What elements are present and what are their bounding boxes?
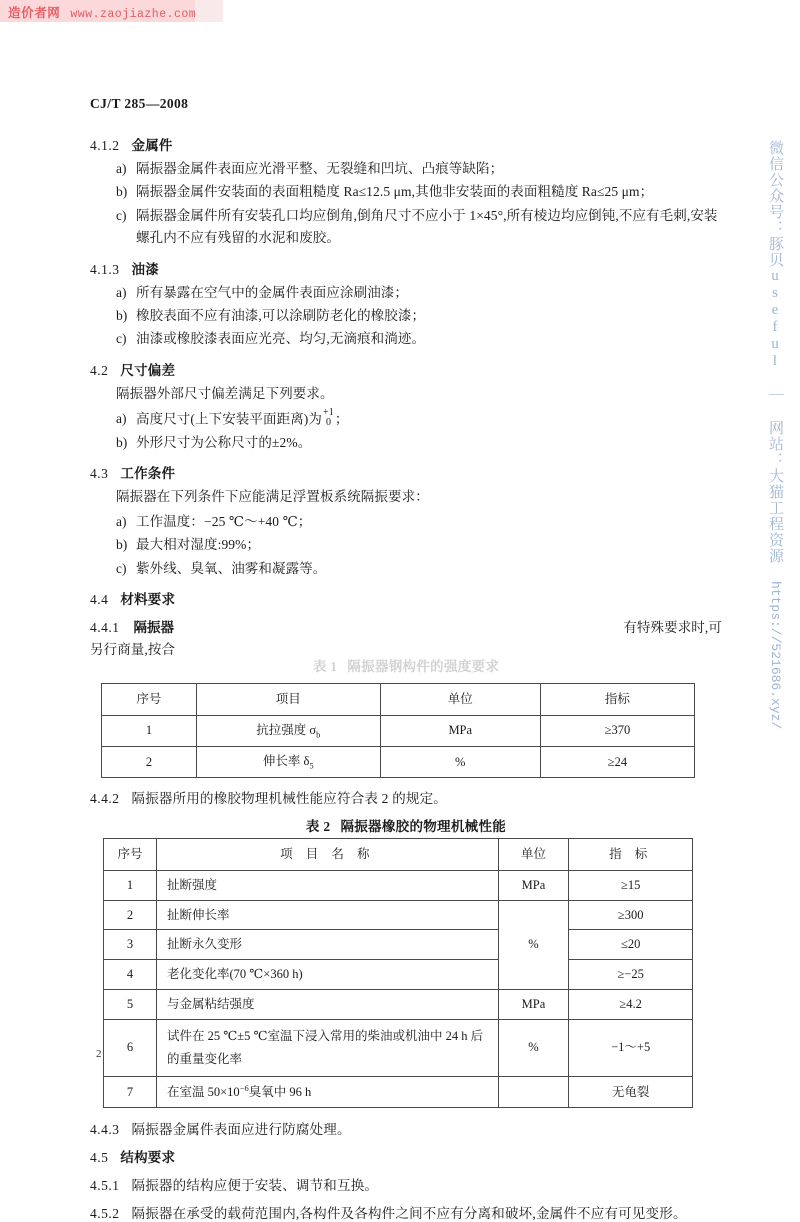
clause-text: 隔振器所用的橡胶物理机械性能应符合表 2 的规定。 [131,791,447,807]
list-item [90,408,722,431]
cell-no: 3 [104,930,157,960]
document-standard-code: CJ/T 285—2008 [90,96,189,111]
clause-text: 隔振器在承受的载荷范围内,各构件及各构件之间不应有分离和破坏,金属件不应有可见变形。 [131,1205,687,1221]
clause-title: 金属件 [131,138,173,153]
table-row [104,900,693,930]
table-row [104,870,693,900]
tolerance-stack [323,408,334,428]
clause-number: 4.1.3 [90,261,120,277]
cell-item: 与金属粘结强度 [157,989,499,1019]
cell-unit: MPa [380,715,540,746]
cell-index: ≥300 [569,900,693,930]
clause-4-4-1-line [90,616,722,636]
table-header-row [104,839,693,871]
watermark-site-name: 造价者网 [8,6,61,20]
table-2-head [104,839,693,871]
clause-heading-4-3 [90,462,722,482]
clause-number: 4.4.3 [90,1121,120,1137]
cell-item-post: 臭氧中 96 h [248,1085,312,1100]
item-text-post: ； [334,411,349,427]
cell-unit: % [380,746,540,777]
item-label: b) [116,308,128,324]
table-1-caption-number: 表 1 [312,658,338,674]
clause-number: 4.1.2 [90,138,120,153]
item-text: 紫外线、臭氧、油雾和凝露等。 [136,560,327,576]
clause-4-2-lead: 隔振器外部尺寸偏差满足下列要求。 [116,385,334,401]
cell-item: 扯断永久变形 [157,930,499,960]
cell-no: 2 [102,746,197,777]
clause-title: 尺寸偏差 [120,362,176,378]
clause-number: 4.4.1 [90,620,120,636]
cell-item-subscript: 5 [309,760,314,771]
cell-index: ≥−25 [569,960,693,990]
cell-item [196,746,380,777]
tolerance-lower: 0 [326,416,332,428]
list-item [90,328,722,350]
clause-4-3-items [90,511,722,580]
item-text: 隔振器金属件安装面的表面粗糙度 Ra≤12.5 μm,其他非安装面的表面粗糙度 Ra≤25 μm； [136,184,654,200]
cell-item: 扯断伸长率 [157,900,499,930]
table-row [104,930,693,960]
clause-heading-4-5 [90,1146,722,1166]
table-steel-strength [101,683,695,778]
table-2-col-index: 指 标 [569,839,693,871]
cell-no: 4 [104,960,157,990]
clause-heading-4-5-1 [90,1174,722,1194]
table-2-col-unit: 单位 [498,839,569,871]
cell-index: ≥24 [540,746,694,777]
page-number: 2 [96,1048,102,1060]
item-text: 最大相对湿度:99%； [136,537,261,553]
table-2-caption [90,815,722,835]
clause-title: 材料要求 [120,592,176,608]
item-text-pre: 高度尺寸(上下安装平面距离)为 [136,411,322,427]
clause-title: 结构要求 [120,1149,176,1165]
item-text: 隔振器金属件所有安装孔口均应倒角,倒角尺寸不应小于 1×45°,所有棱边均应倒钝,不应有毛刺,安装螺孔内不应有残留的水泥和废胶。 [136,207,718,246]
cell-item-text: 伸长率 δ [262,753,310,768]
item-text: 橡胶表面不应有油漆,可以涂刷防老化的橡胶漆； [136,308,426,324]
cell-no: 1 [104,870,157,900]
clause-title: 油漆 [131,261,159,277]
table-2-caption-title: 隔振器橡胶的物理机械性能 [340,819,507,835]
item-label: c) [116,560,127,576]
table-1-body [102,715,695,778]
cell-unit-merged: % [498,900,569,989]
item-text: 外形尺寸为公称尺寸的±2%。 [136,434,312,450]
table-row [104,960,693,990]
clause-number: 4.4.2 [90,791,120,807]
item-label: a) [116,513,127,529]
item-text: 油漆或橡胶漆表面应光亮、均匀,无滴痕和淌迹。 [136,331,426,347]
cell-item [157,1076,499,1107]
cell-unit [498,1076,569,1107]
clause-number: 4.5.1 [90,1177,120,1193]
side-watermark-url: https://521686.xyz/ [768,581,783,730]
cell-item-subscript: b [316,729,321,740]
table-1-head [102,683,695,715]
clause-4-2-items [90,408,722,454]
item-label: c) [116,331,127,347]
item-label: b) [116,537,128,553]
cell-index: −1～+5 [569,1019,693,1076]
clause-4-4-1-right: 有特殊要求时,可 [623,620,722,636]
clause-number: 4.2 [90,362,109,378]
cell-no: 7 [104,1076,157,1107]
table-row [104,989,693,1019]
list-item [90,158,722,180]
item-label: a) [116,410,127,426]
clause-4-1-3-items [90,282,722,351]
item-text: 工作温度：−25 ℃～+40 ℃； [136,513,312,529]
table-row [104,1076,693,1107]
table-1-col-unit: 单位 [380,683,540,715]
cell-item-pre: 在室温 50×10 [167,1085,240,1100]
cell-unit: % [498,1019,569,1076]
cell-index: ≥370 [540,715,694,746]
clause-heading-4-2 [90,359,722,379]
list-item [90,181,722,203]
table-1-col-no: 序号 [102,683,197,715]
clause-heading-4-4-3 [90,1118,722,1138]
cell-item: 老化变化率(70 ℃×360 h) [157,960,499,990]
clause-title: 工作条件 [120,466,176,482]
cell-item [196,715,380,746]
cell-item: 试件在 25 ℃±5 ℃室温下浸入常用的柴油或机油中 24 h 后的重量变化率 [157,1019,499,1076]
table-1-caption-title: 隔振器钢构件的强度要求 [347,658,500,674]
table-row [102,746,695,777]
list-item [90,511,722,533]
cell-index: ≥15 [569,870,693,900]
table-2-body [104,870,693,1107]
clause-number: 4.5.2 [90,1205,120,1221]
cell-no: 2 [104,900,157,930]
list-item [90,534,722,556]
clause-heading-4-4 [90,588,722,608]
clause-heading-4-5-2 [90,1202,722,1222]
item-text: 隔振器金属件表面应光滑平整、无裂缝和凹坑、凸痕等缺陷； [136,161,504,176]
list-item [90,558,722,580]
clause-heading-4-4-2 [90,787,722,807]
clause-number: 4.3 [90,466,109,482]
list-item [90,205,722,250]
clause-4-4-1-continuation: 另行商量,按合 [90,642,176,658]
cell-unit: MPa [498,870,569,900]
table-row [102,715,695,746]
clause-4-3-lead: 隔振器在下列条件下应能满足浮置板系统隔振要求： [116,489,429,505]
table-1-col-item: 项目 [196,683,380,715]
table-rubber-properties [103,838,693,1108]
clause-heading-4-1-3 [90,258,722,278]
item-text [136,408,722,431]
list-item [90,432,722,454]
cell-index: ≤20 [569,930,693,960]
clause-4-1-2-items [90,158,722,250]
clause-title: 隔振器 [133,620,174,636]
clause-number: 4.5 [90,1149,109,1165]
cell-unit: MPa [498,989,569,1019]
item-text: 所有暴露在空气中的金属件表面应涂刷油漆； [136,284,408,300]
table-1-col-index: 指标 [540,683,694,715]
table-2-col-no: 序号 [104,839,157,871]
clause-text: 隔振器的结构应便于安装、调节和互换。 [131,1177,379,1193]
clause-number: 4.4 [90,592,109,608]
item-label: a) [116,284,127,300]
cell-item: 扯断强度 [157,870,499,900]
cell-no: 6 [104,1019,157,1076]
table-2-col-item: 项 目 名 称 [157,839,499,871]
table-1-caption-text [312,658,500,681]
table-1-caption [90,658,722,681]
cell-index: 无龟裂 [569,1076,693,1107]
clause-text: 隔振器金属件表面应进行防腐处理。 [131,1121,351,1137]
item-label: b) [116,184,128,200]
cell-item-superscript: −6 [239,1082,249,1093]
table-header-row [102,683,695,715]
cell-item-text: 抗拉强度 σ [256,722,317,737]
item-label: c) [116,207,127,223]
cell-no: 1 [102,715,197,746]
item-label: b) [116,434,128,450]
cell-index: ≥4.2 [569,989,693,1019]
cell-no: 5 [104,989,157,1019]
clause-heading-4-1-2 [90,134,722,154]
tolerance-upper: +1 [323,406,334,418]
item-label: a) [116,161,127,176]
table-2-caption-number: 表 2 [305,819,331,835]
list-item [90,305,722,327]
table-row [104,1019,693,1076]
clause-4-4-1-left [90,616,174,636]
side-watermark-label: 微信公众号：豚贝useful ｜ 网站：大猫工程资源 [767,140,783,581]
list-item [90,282,722,304]
watermark-site-url: www.zaojiazhe.com [70,8,197,21]
